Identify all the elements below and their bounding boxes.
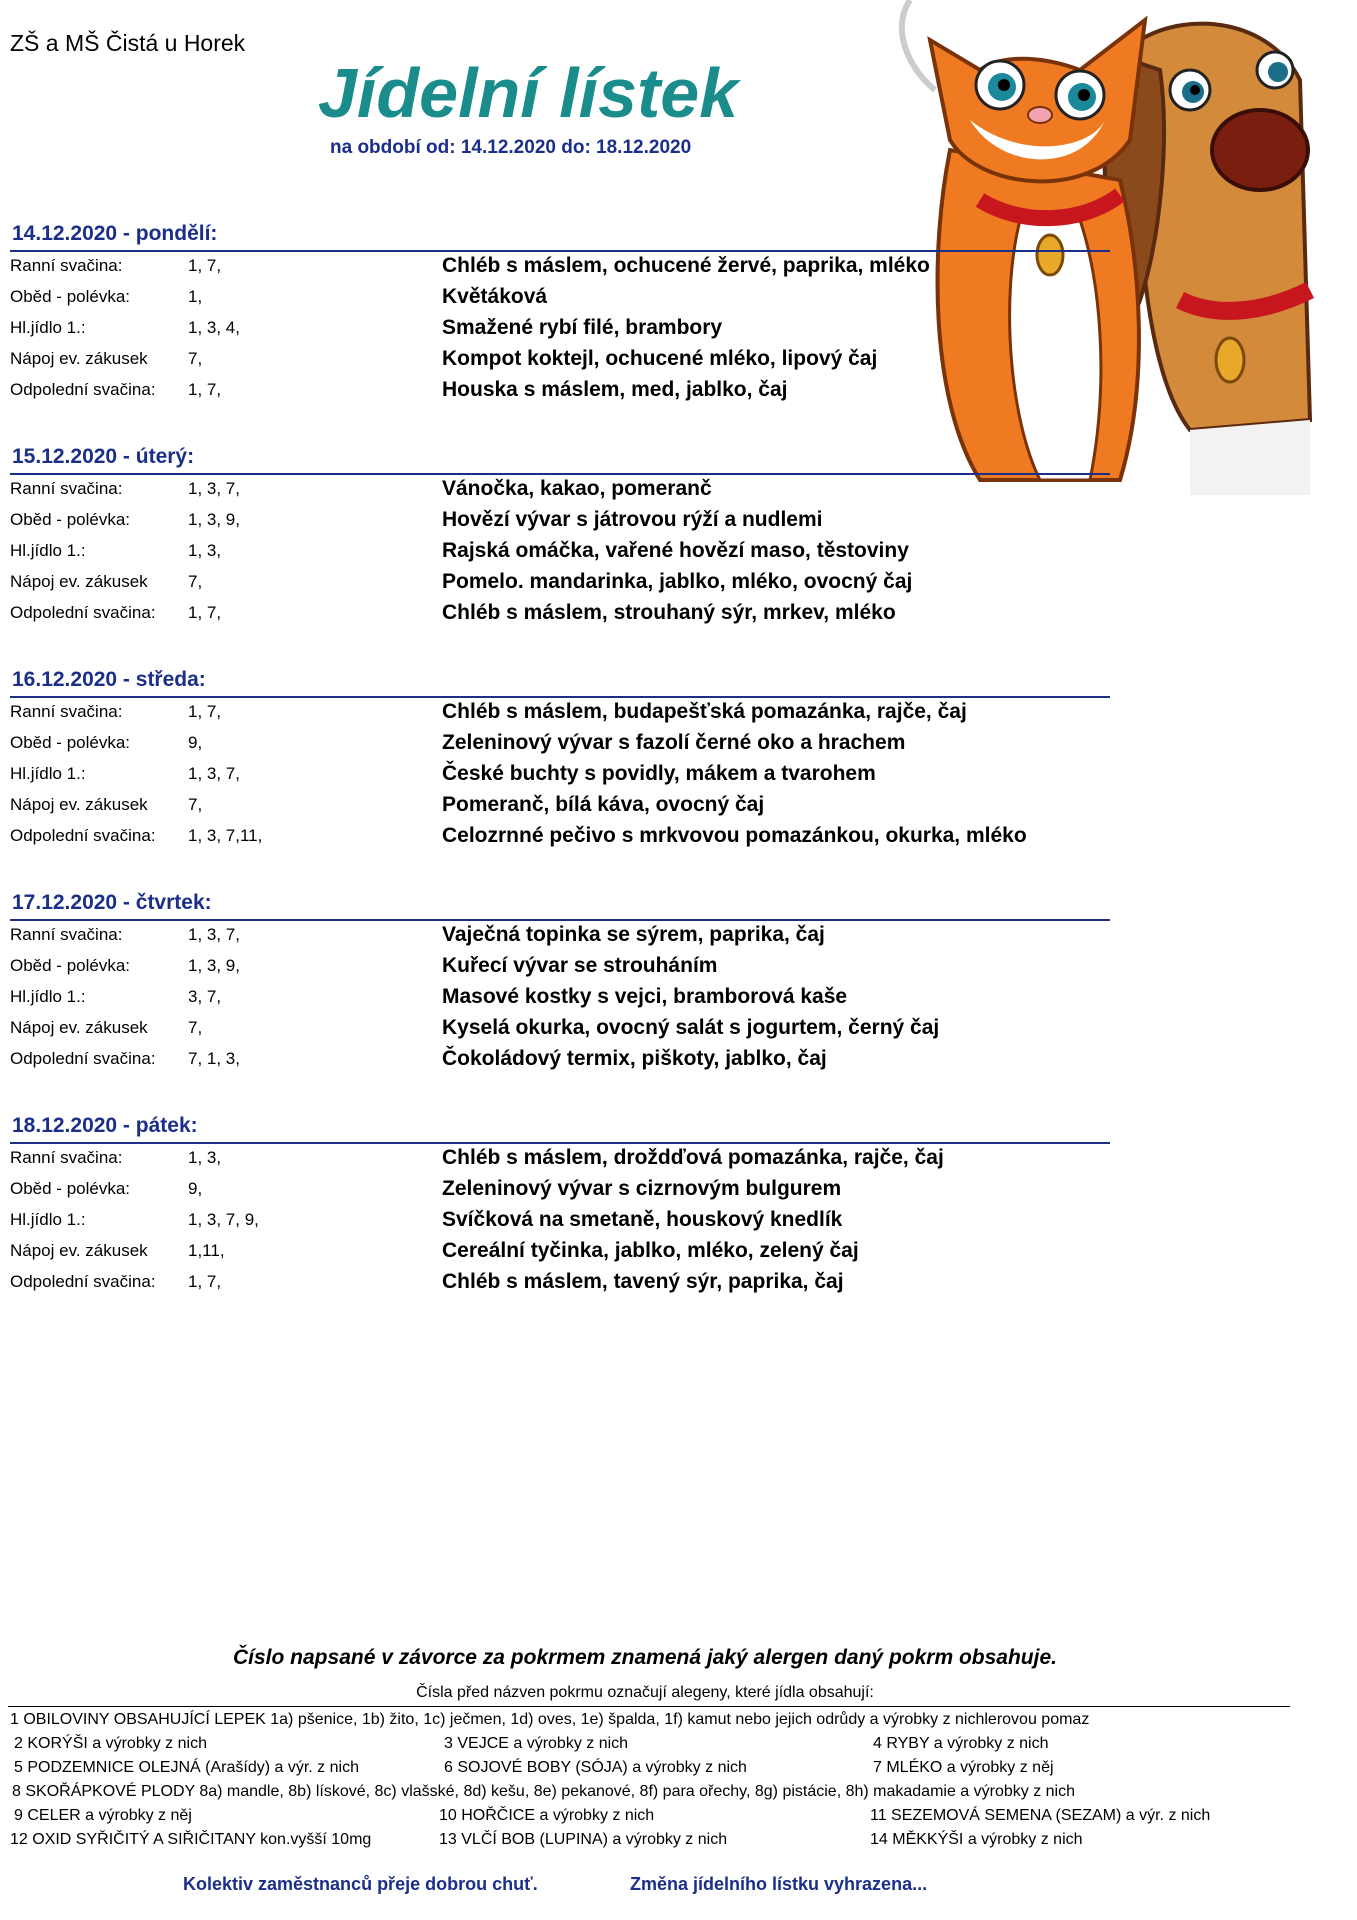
meal-allergens: 1, 7, bbox=[188, 603, 222, 622]
meal-allergens: 1, 3, 4, bbox=[188, 318, 240, 337]
meal-label: Ranní svačina: bbox=[10, 925, 123, 944]
page-title: Jídelní lístek bbox=[318, 54, 739, 132]
allergen-4: 4 RYBY a výrobky z nich bbox=[873, 1735, 1049, 1752]
meal-allergens: 1, 7, bbox=[188, 380, 222, 399]
meal-label: Odpolední svačina: bbox=[10, 826, 156, 845]
allergen-divider bbox=[8, 1706, 1290, 1707]
meal-food: Hovězí vývar s játrovou rýží a nudlemi bbox=[442, 508, 823, 531]
meal-label: Ranní svačina: bbox=[10, 1148, 123, 1167]
meal-label: Ranní svačina: bbox=[10, 256, 123, 275]
meal-allergens: 9, bbox=[188, 1179, 203, 1198]
day-heading: 14.12.2020 - pondělí: bbox=[12, 222, 218, 245]
meal-row bbox=[0, 376, 1110, 407]
meal-label: Ranní svačina: bbox=[10, 479, 123, 498]
meal-row bbox=[0, 283, 1110, 314]
meal-food: Kompot koktejl, ochucené mléko, lipový čaj bbox=[442, 347, 878, 370]
meal-label: Hl.jídlo 1.: bbox=[10, 541, 86, 560]
meal-allergens: 7, bbox=[188, 1018, 203, 1037]
meal-food: České buchty s povidly, mákem a tvarohem bbox=[442, 762, 876, 785]
meal-label: Odpolední svačina: bbox=[10, 380, 156, 399]
day-heading: 17.12.2020 - čtvrtek: bbox=[12, 891, 212, 914]
meal-allergens: 1, 3, 7, 9, bbox=[188, 1210, 259, 1229]
meal-row bbox=[0, 698, 1110, 729]
meal-food: Květáková bbox=[442, 285, 548, 308]
allergen-3: 3 VEJCE a výrobky z nich bbox=[444, 1735, 629, 1752]
meal-row bbox=[0, 537, 1110, 568]
meal-food: Smažené rybí filé, brambory bbox=[442, 316, 723, 339]
allergen-12: 12 OXID SYŘIČITÝ A SIŘIČITANY kon.vyšší 10mg bbox=[10, 1831, 372, 1848]
footer-disclaimer: Změna jídelního lístku vyhrazena... bbox=[630, 1874, 928, 1894]
meal-allergens: 1, bbox=[188, 287, 203, 306]
meal-food: Chléb s máslem, droždďová pomazánka, rajče, čaj bbox=[442, 1146, 944, 1169]
meal-row bbox=[0, 1175, 1110, 1206]
meal-food: Pomeranč, bílá káva, ovocný čaj bbox=[442, 793, 765, 816]
meal-label: Nápoj ev. zákusek bbox=[10, 349, 148, 368]
meal-label: Ranní svačina: bbox=[10, 702, 123, 721]
meal-allergens: 1, 3, 7, bbox=[188, 925, 240, 944]
allergen-11: 11 SEZEMOVÁ SEMENA (SEZAM) a výr. z nich bbox=[870, 1807, 1211, 1824]
meal-label: Hl.jídlo 1.: bbox=[10, 318, 86, 337]
meal-allergens: 1, 3, 9, bbox=[188, 956, 240, 975]
footer-wish: Kolektiv zaměstnanců přeje dobrou chuť. bbox=[183, 1874, 538, 1894]
cat-and-dog-illustration bbox=[890, 0, 1315, 495]
meal-food: Svíčková na smetaně, houskový knedlík bbox=[442, 1208, 843, 1231]
day-heading: 18.12.2020 - pátek: bbox=[12, 1114, 198, 1137]
meal-allergens: 9, bbox=[188, 733, 203, 752]
meal-label: Oběd - polévka: bbox=[10, 510, 131, 529]
meal-row bbox=[0, 599, 1110, 630]
school-name: ZŠ a MŠ Čistá u Horek bbox=[10, 30, 246, 56]
meal-label: Hl.jídlo 1.: bbox=[10, 987, 86, 1006]
meal-food: Zeleninový vývar s fazolí černé oko a hrachem bbox=[442, 731, 906, 754]
meal-food: Chléb s máslem, budapešťská pomazánka, rajče, čaj bbox=[442, 700, 967, 723]
meal-allergens: 7, bbox=[188, 795, 203, 814]
meal-label: Hl.jídlo 1.: bbox=[10, 764, 86, 783]
meal-label: Nápoj ev. zákusek bbox=[10, 795, 148, 814]
meal-allergens: 1,11, bbox=[188, 1241, 225, 1260]
menu-period: na období od: 14.12.2020 do: 18.12.2020 bbox=[330, 137, 692, 158]
meal-row bbox=[0, 475, 1110, 506]
meal-row bbox=[0, 1045, 1110, 1076]
meal-food: Vánočka, kakao, pomeranč bbox=[442, 477, 712, 500]
allergen-14: 14 MĚKKÝŠI a výrobky z nich bbox=[870, 1831, 1083, 1848]
meal-food: Rajská omáčka, vařené hovězí maso, těstoviny bbox=[442, 539, 909, 562]
meal-food: Masové kostky s vejci, bramborová kaše bbox=[442, 985, 848, 1008]
meal-row bbox=[0, 345, 1110, 376]
meal-allergens: 1, 7, bbox=[188, 702, 222, 721]
allergen-subnote: Čísla před názven pokrmu označují alegeny, které jídla obsahují: bbox=[416, 1684, 874, 1701]
meal-row bbox=[0, 506, 1110, 537]
meal-row bbox=[0, 1206, 1110, 1237]
day-heading: 15.12.2020 - úterý: bbox=[12, 445, 195, 468]
meal-food: Houska s máslem, med, jablko, čaj bbox=[442, 378, 788, 401]
meal-label: Nápoj ev. zákusek bbox=[10, 572, 148, 591]
meal-row bbox=[0, 729, 1110, 760]
meal-food: Kuřecí vývar se strouháním bbox=[442, 954, 718, 977]
meal-row bbox=[0, 921, 1110, 952]
meal-allergens: 7, bbox=[188, 349, 203, 368]
meal-row bbox=[0, 791, 1110, 822]
meal-row bbox=[0, 252, 1110, 283]
allergen-6: 6 SOJOVÉ BOBY (SÓJA) a výrobky z nich bbox=[444, 1759, 747, 1776]
meal-row bbox=[0, 1237, 1110, 1268]
meal-row bbox=[0, 1268, 1110, 1299]
meal-food: Chléb s máslem, ochucené žervé, paprika, mléko bbox=[442, 254, 930, 277]
meal-allergens: 1, 3, bbox=[188, 1148, 222, 1167]
meal-row bbox=[0, 822, 1110, 853]
meal-food: Chléb s máslem, tavený sýr, paprika, čaj bbox=[442, 1270, 844, 1293]
meal-label: Nápoj ev. zákusek bbox=[10, 1018, 148, 1037]
allergen-10: 10 HOŘČICE a výrobky z nich bbox=[439, 1807, 655, 1824]
meal-label: Oběd - polévka: bbox=[10, 956, 131, 975]
meal-row bbox=[0, 952, 1110, 983]
meal-label: Odpolední svačina: bbox=[10, 1049, 156, 1068]
meal-label: Odpolední svačina: bbox=[10, 1272, 156, 1291]
allergen-7: 7 MLÉKO a výrobky z něj bbox=[873, 1759, 1054, 1776]
allergen-8: 8 SKOŘÁPKOVÉ PLODY 8a) mandle, 8b) lískové, 8c) vlašské, 8d) kešu, 8e) pekanové, 8f) para ořechy, 8g) pistácie, 8h) makadamie a výrobky z nich bbox=[12, 1783, 1076, 1800]
allergen-5: 5 PODZEMNICE OLEJNÁ (Arašídy) a výr. z nich bbox=[14, 1759, 359, 1776]
meal-allergens: 1, 3, 9, bbox=[188, 510, 240, 529]
meal-food: Cereální tyčinka, jablko, mléko, zelený čaj bbox=[442, 1239, 859, 1262]
allergen-1: 1 OBILOVINY OBSAHUJÍCÍ LEPEK 1a) pšenice, 1b) žito, 1c) ječmen, 1d) oves, 1e) špalda, 1f) kamut nebo jejich odrůdy a výrobky z nichlerovou pomaz bbox=[10, 1711, 1090, 1728]
meal-allergens: 3, 7, bbox=[188, 987, 222, 1006]
meal-row bbox=[0, 568, 1110, 599]
allergen-note: Číslo napsané v závorce za pokrmem znamená jaký alergen daný pokrm obsahuje. bbox=[233, 1646, 1057, 1669]
day-heading: 16.12.2020 - středa: bbox=[12, 668, 206, 691]
meal-allergens: 7, 1, 3, bbox=[188, 1049, 240, 1068]
meal-food: Vaječná topinka se sýrem, paprika, čaj bbox=[442, 923, 825, 946]
meal-label: Oběd - polévka: bbox=[10, 733, 131, 752]
meal-allergens: 1, 7, bbox=[188, 1272, 222, 1291]
meal-label: Oběd - polévka: bbox=[10, 1179, 131, 1198]
meal-allergens: 1, 3, 7, bbox=[188, 764, 240, 783]
meal-label: Odpolední svačina: bbox=[10, 603, 156, 622]
allergen-9: 9 CELER a výrobky z něj bbox=[14, 1807, 192, 1824]
meal-allergens: 1, 3, 7,11, bbox=[188, 826, 263, 845]
meal-food: Čokoládový termix, piškoty, jablko, čaj bbox=[442, 1047, 827, 1070]
meal-label: Nápoj ev. zákusek bbox=[10, 1241, 148, 1260]
meal-allergens: 1, 3, 7, bbox=[188, 479, 240, 498]
meal-row bbox=[0, 983, 1110, 1014]
meal-food: Pomelo. mandarinka, jablko, mléko, ovocný čaj bbox=[442, 570, 913, 593]
meal-allergens: 7, bbox=[188, 572, 203, 591]
meal-food: Zeleninový vývar s cizrnovým bulgurem bbox=[442, 1177, 842, 1200]
meal-food: Celozrnné pečivo s mrkvovou pomazánkou, okurka, mléko bbox=[442, 824, 1027, 847]
meal-row bbox=[0, 1144, 1110, 1175]
meal-label: Hl.jídlo 1.: bbox=[10, 1210, 86, 1229]
meal-row bbox=[0, 314, 1110, 345]
meal-allergens: 1, 3, bbox=[188, 541, 222, 560]
meal-food: Kyselá okurka, ovocný salát s jogurtem, černý čaj bbox=[442, 1016, 940, 1039]
meal-label: Oběd - polévka: bbox=[10, 287, 131, 306]
allergen-2: 2 KORÝŠI a výrobky z nich bbox=[14, 1735, 207, 1752]
meal-food: Chléb s máslem, strouhaný sýr, mrkev, mléko bbox=[442, 601, 896, 624]
allergen-13: 13 VLČÍ BOB (LUPINA) a výrobky z nich bbox=[439, 1831, 728, 1848]
meal-row bbox=[0, 760, 1110, 791]
meal-allergens: 1, 7, bbox=[188, 256, 222, 275]
meal-row bbox=[0, 1014, 1110, 1045]
